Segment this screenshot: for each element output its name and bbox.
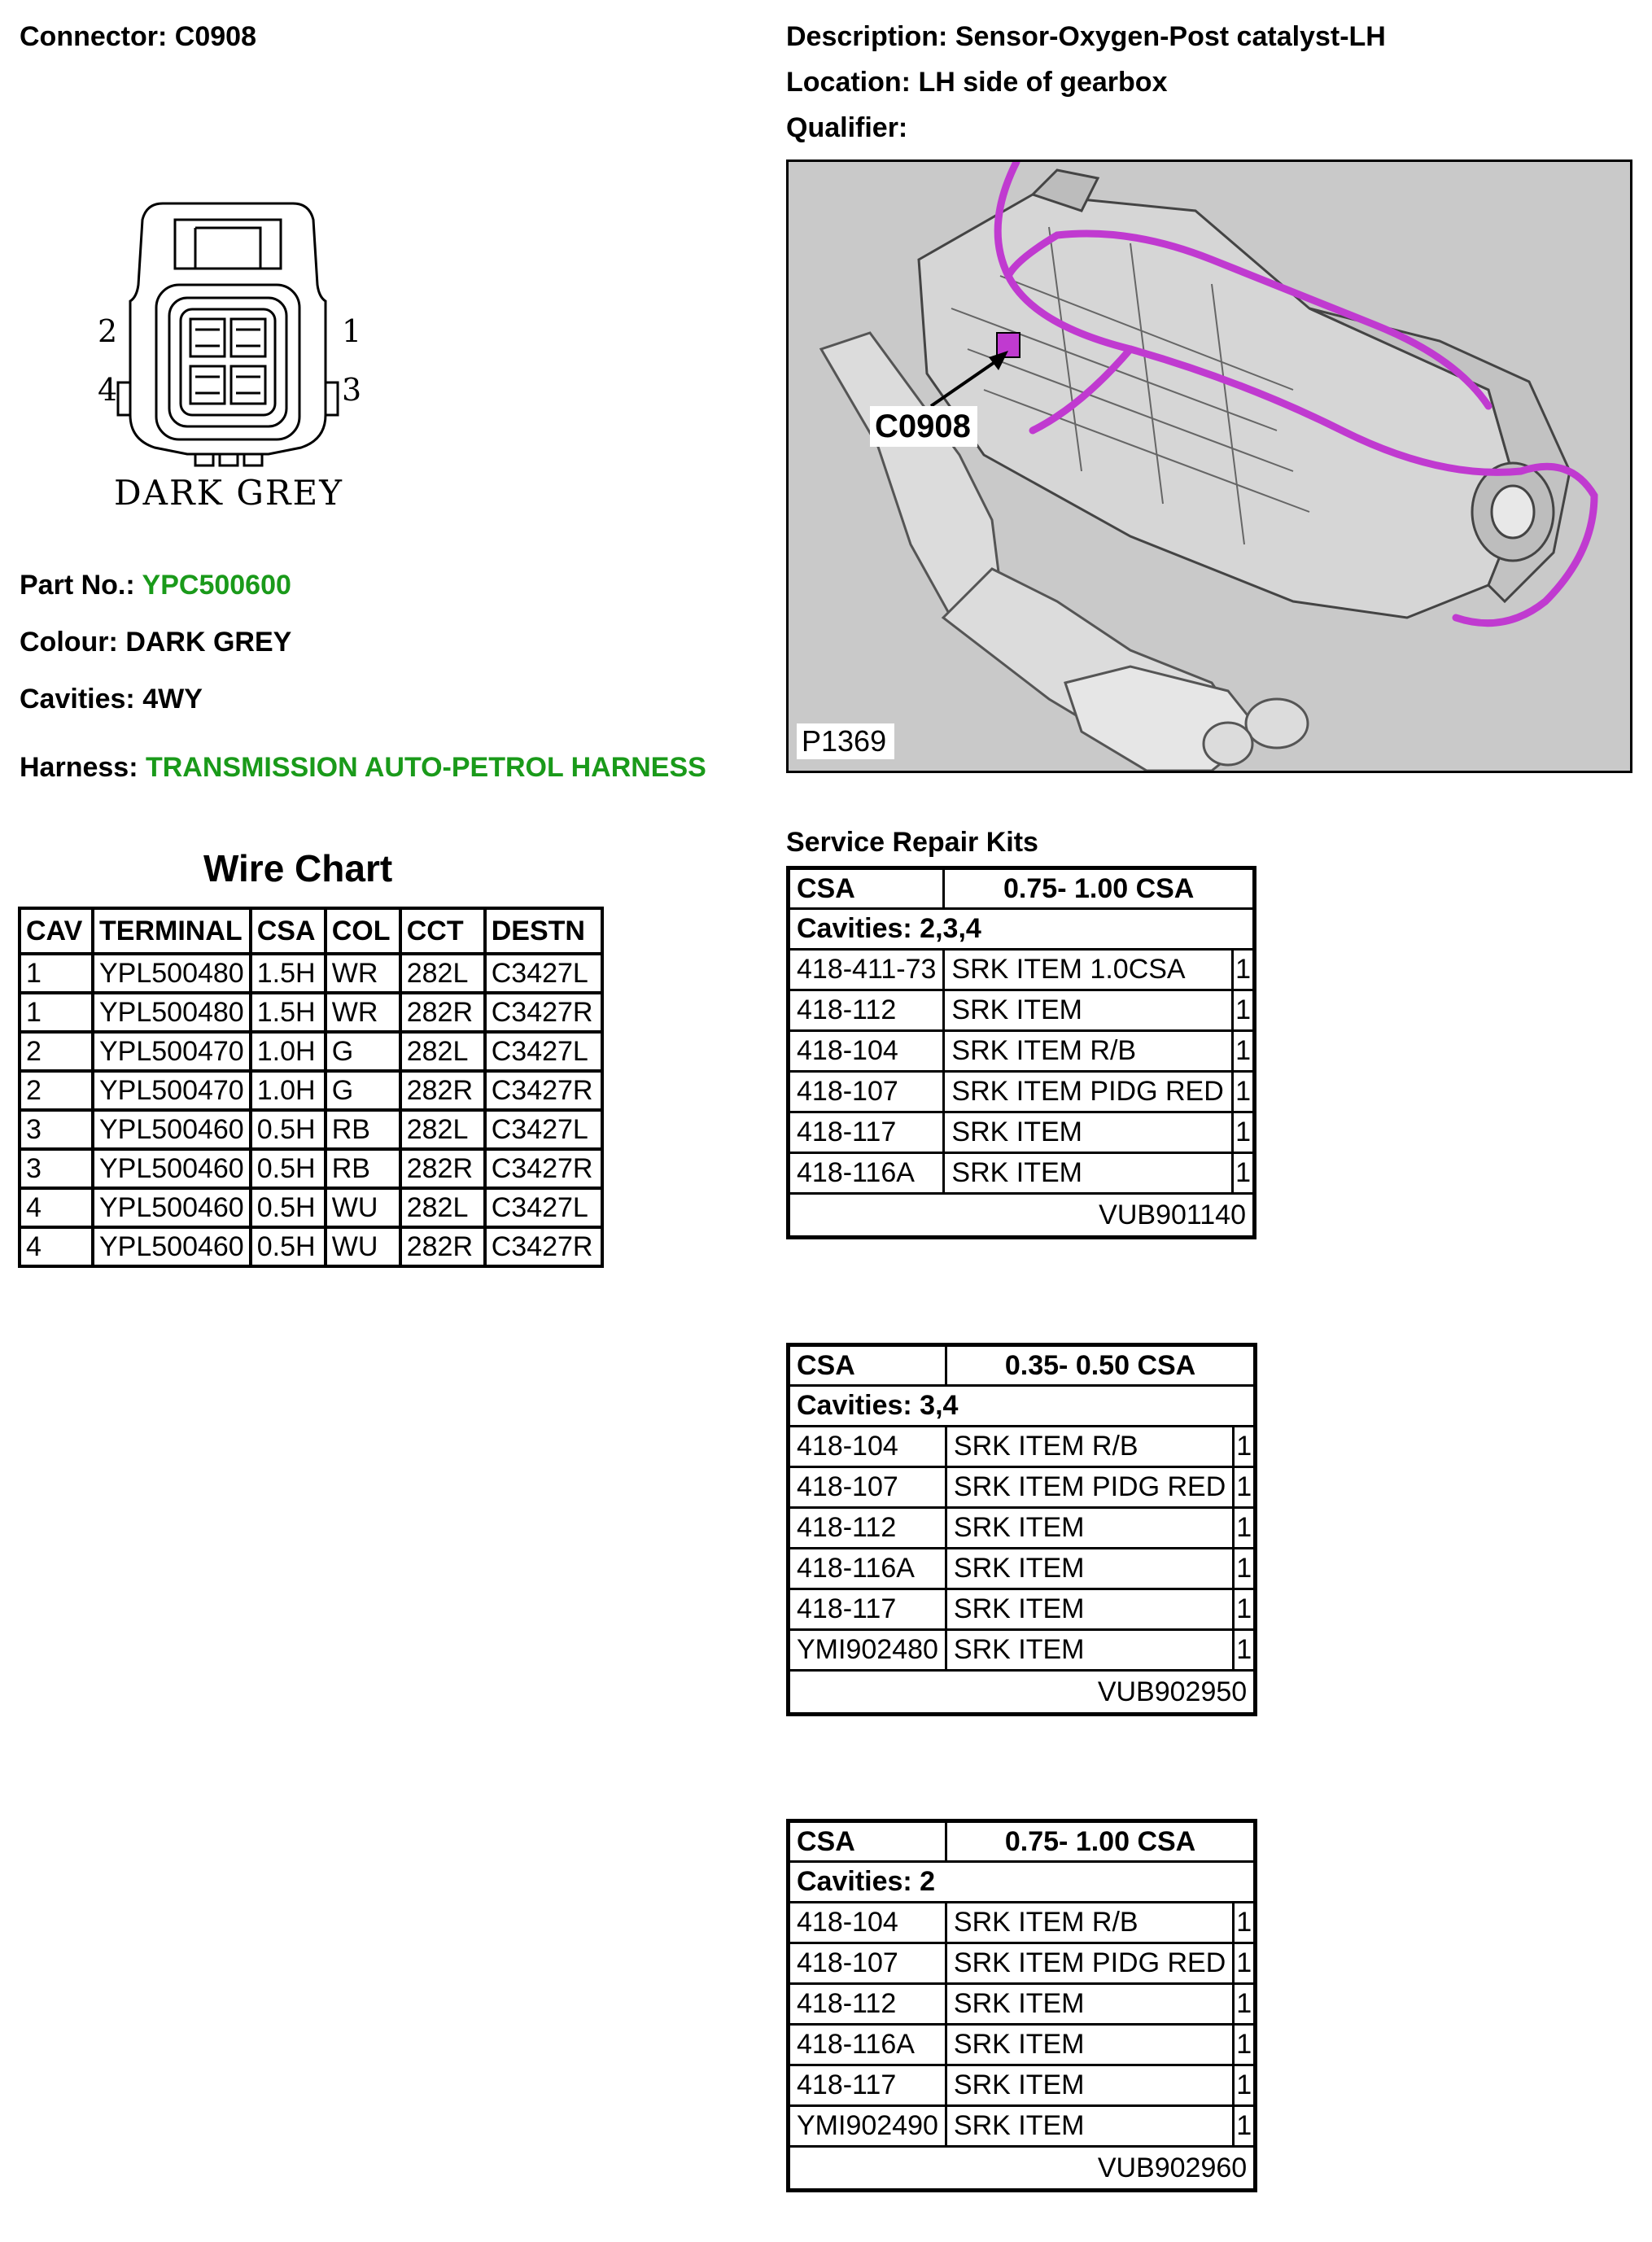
description-value: Sensor-Oxygen-Post catalyst-LH [955,21,1386,52]
qualifier-label: Qualifier: [786,112,908,143]
cell-cav: 4 [20,1188,93,1227]
harness-value: TRANSMISSION AUTO-PETROL HARNESS [145,752,706,783]
description-line [786,21,1386,53]
connector-heading [20,21,256,53]
cell-terminal: YPL500460 [93,1110,251,1149]
cell-cav: 1 [20,954,93,993]
kit-part-no: 418-107 [789,1943,946,1984]
photo-ref: P1369 [802,724,887,758]
cell-cav: 3 [20,1110,93,1149]
cell-col: RB [326,1110,400,1149]
kit-item-desc: SRK ITEM PIDG RED [946,1467,1233,1508]
cavities-line [20,684,203,715]
cell-csa: 0.5H [251,1227,326,1266]
cell-destn: C3427R [485,1149,602,1188]
kit-item-desc: SRK ITEM [944,1153,1233,1194]
cell-cct: 282L [400,1188,485,1227]
kit-part-no: 418-107 [789,1072,944,1112]
kit-item-desc: SRK ITEM [946,2025,1233,2065]
kit-item-desc: SRK ITEM [946,2106,1233,2147]
pin-label-2: 2 [98,313,118,349]
location-photo [786,160,1632,773]
kit-item-qty: 1 [1233,1072,1255,1112]
table-row [789,1072,1255,1112]
pin-label-3: 3 [342,372,362,408]
kit-item-qty: 1 [1233,1112,1255,1153]
service-kits-title: Service Repair Kits [786,827,1038,858]
photo-callout: C0908 [875,409,971,444]
colour-value: DARK GREY [125,627,292,658]
kit-part-no: 418-112 [789,1984,946,2025]
kit-part-no: 418-104 [789,1031,944,1072]
kit-part-no: 418-107 [789,1467,946,1508]
kit-item-qty: 1 [1234,1508,1256,1549]
table-row [789,1630,1256,1671]
kit-cavities: Cavities: 2 [789,1862,1256,1903]
kit-cavities: Cavities: 3,4 [789,1386,1256,1427]
kit-csa-label: CSA [789,868,944,909]
cell-terminal: YPL500470 [93,1032,251,1071]
cell-csa: 1.0H [251,1071,326,1110]
kit-csa-label: CSA [789,1345,946,1386]
cell-destn: C3427L [485,1032,602,1071]
table-row [789,1031,1255,1072]
kit-part-no: 418-112 [789,990,944,1031]
cavities-value: 4WY [142,684,203,715]
cell-cct: 282R [400,1071,485,1110]
table-row [789,2025,1256,2065]
table-row [20,1227,602,1266]
kit-part-no: YMI902480 [789,1630,946,1671]
table-row [789,990,1255,1031]
kit-part-no: 418-411-73 [789,950,944,990]
kit-item-qty: 1 [1233,990,1255,1031]
service-kit-table-3 [786,1819,1257,2192]
service-kit-table-2 [786,1343,1257,1716]
cell-terminal: YPL500460 [93,1227,251,1266]
table-row [789,1984,1256,2025]
kit-item-qty: 1 [1233,1153,1255,1194]
cell-col: WU [326,1227,400,1266]
kit-item-desc: SRK ITEM PIDG RED [944,1072,1233,1112]
cell-terminal: YPL500480 [93,954,251,993]
cell-csa: 1.0H [251,1032,326,1071]
cell-col: WR [326,993,400,1032]
cell-cav: 1 [20,993,93,1032]
harness-label: Harness: [20,752,138,783]
wire-chart-header-row [20,908,602,954]
cell-cav: 2 [20,1032,93,1071]
kit-part-no: 418-117 [789,2065,946,2106]
harness-line [20,752,706,784]
kit-item-desc: SRK ITEM [946,1549,1233,1589]
cell-cct: 282L [400,1032,485,1071]
col-header-cav: CAV [20,908,93,954]
location-label: Location: [786,67,911,98]
cell-destn: C3427R [485,1071,602,1110]
table-row [20,1032,602,1071]
kit-item-qty: 1 [1234,2025,1256,2065]
colour-label: Colour: [20,627,118,658]
kit-part-no: 418-104 [789,1903,946,1943]
table-row [789,1903,1256,1943]
table-row [789,1112,1255,1153]
table-row [789,1508,1256,1549]
kit-item-desc: SRK ITEM [944,990,1233,1031]
cell-col: G [326,1032,400,1071]
table-row [789,1467,1256,1508]
kit-csa-value: 0.35- 0.50 CSA [946,1345,1255,1386]
kit-item-desc: SRK ITEM R/B [944,1031,1233,1072]
cell-csa: 0.5H [251,1110,326,1149]
kit-item-desc: SRK ITEM [946,1630,1233,1671]
part-number-value: YPC500600 [142,570,291,601]
kit-item-qty: 1 [1234,1984,1256,2025]
table-row [789,2106,1256,2147]
kit-item-desc: SRK ITEM [946,1589,1233,1630]
table-row [20,1149,602,1188]
part-number-label: Part No.: [20,570,135,601]
kit-item-qty: 1 [1234,1630,1256,1671]
kit-item-qty: 1 [1234,2106,1256,2147]
col-header-csa: CSA [251,908,326,954]
cell-cct: 282R [400,1149,485,1188]
description-label: Description: [786,21,948,52]
table-row [20,954,602,993]
kit-item-desc: SRK ITEM R/B [946,1427,1233,1467]
cell-csa: 0.5H [251,1188,326,1227]
kit-csa-value: 0.75- 1.00 CSA [946,1821,1255,1862]
kit-item-qty: 1 [1234,1427,1256,1467]
kit-item-desc: SRK ITEM 1.0CSA [944,950,1233,990]
connector-colour-caption: DARK GREY [114,473,343,513]
cell-csa: 1.5H [251,954,326,993]
col-header-terminal: TERMINAL [93,908,251,954]
kit-item-qty: 1 [1233,1031,1255,1072]
cell-terminal: YPL500480 [93,993,251,1032]
kit-item-qty: 1 [1234,2065,1256,2106]
cell-destn: C3427L [485,1110,602,1149]
table-row [20,1110,602,1149]
cell-cav: 4 [20,1227,93,1266]
location-line [786,67,1168,98]
kit-csa-value: 0.75- 1.00 CSA [944,868,1255,909]
table-row [789,1153,1255,1194]
wire-chart-title: Wire Chart [203,847,393,889]
connector-id: C0908 [174,21,256,52]
part-number-line [20,570,291,601]
kit-part-no: 418-112 [789,1508,946,1549]
kit-csa-label: CSA [789,1821,946,1862]
table-row [789,1549,1256,1589]
gearbox-illustration [789,162,1630,771]
location-value: LH side of gearbox [918,67,1168,98]
connector-face-diagram [81,195,374,521]
cell-destn: C3427L [485,954,602,993]
qualifier-line [786,112,907,144]
pin-label-1: 1 [342,313,362,349]
kit-item-qty: 1 [1234,1549,1256,1589]
kit-number: VUB901140 [789,1194,1255,1238]
kit-number: VUB902950 [789,1671,1256,1715]
cell-cct: 282L [400,1110,485,1149]
kit-item-desc: SRK ITEM [944,1112,1233,1153]
cell-terminal: YPL500460 [93,1149,251,1188]
cell-csa: 1.5H [251,993,326,1032]
cell-cct: 282R [400,1227,485,1266]
table-row [789,950,1255,990]
kit-item-desc: SRK ITEM PIDG RED [946,1943,1233,1984]
table-row [20,1188,602,1227]
cell-destn: C3427R [485,993,602,1032]
kit-cavities: Cavities: 2,3,4 [789,909,1255,950]
col-header-cct: CCT [400,908,485,954]
kit-item-desc: SRK ITEM [946,1508,1233,1549]
cell-col: G [326,1071,400,1110]
cavities-label: Cavities: [20,684,135,715]
table-row [789,1943,1256,1984]
cell-col: RB [326,1149,400,1188]
cell-cav: 2 [20,1071,93,1110]
kit-item-desc: SRK ITEM [946,2065,1233,2106]
service-kit-table-1 [786,866,1256,1239]
col-header-col: COL [326,908,400,954]
kit-item-qty: 1 [1233,950,1255,990]
table-row [789,1589,1256,1630]
kit-item-desc: SRK ITEM [946,1984,1233,2025]
cell-cav: 3 [20,1149,93,1188]
kit-part-no: 418-117 [789,1112,944,1153]
kit-part-no: 418-117 [789,1589,946,1630]
kit-part-no: 418-116A [789,1153,944,1194]
cell-csa: 0.5H [251,1149,326,1188]
colour-line [20,627,291,658]
cell-destn: C3427L [485,1188,602,1227]
cell-destn: C3427R [485,1227,602,1266]
table-row [789,2065,1256,2106]
cell-cct: 282L [400,954,485,993]
kit-number: VUB902960 [789,2147,1256,2191]
wire-chart-table [18,907,604,1268]
connector-label: Connector: [20,21,168,52]
kit-part-no: YMI902490 [789,2106,946,2147]
kit-item-desc: SRK ITEM R/B [946,1903,1233,1943]
cell-terminal: YPL500460 [93,1188,251,1227]
cell-col: WR [326,954,400,993]
cell-terminal: YPL500470 [93,1071,251,1110]
table-row [20,993,602,1032]
kit-part-no: 418-116A [789,1549,946,1589]
kit-item-qty: 1 [1234,1589,1256,1630]
col-header-destn: DESTN [485,908,602,954]
kit-item-qty: 1 [1234,1467,1256,1508]
cell-cct: 282R [400,993,485,1032]
table-row [789,1427,1256,1467]
pin-label-4: 4 [98,372,118,408]
kit-item-qty: 1 [1234,1903,1256,1943]
cell-col: WU [326,1188,400,1227]
kit-item-qty: 1 [1234,1943,1256,1984]
kit-part-no: 418-104 [789,1427,946,1467]
kit-part-no: 418-116A [789,2025,946,2065]
table-row [20,1071,602,1110]
